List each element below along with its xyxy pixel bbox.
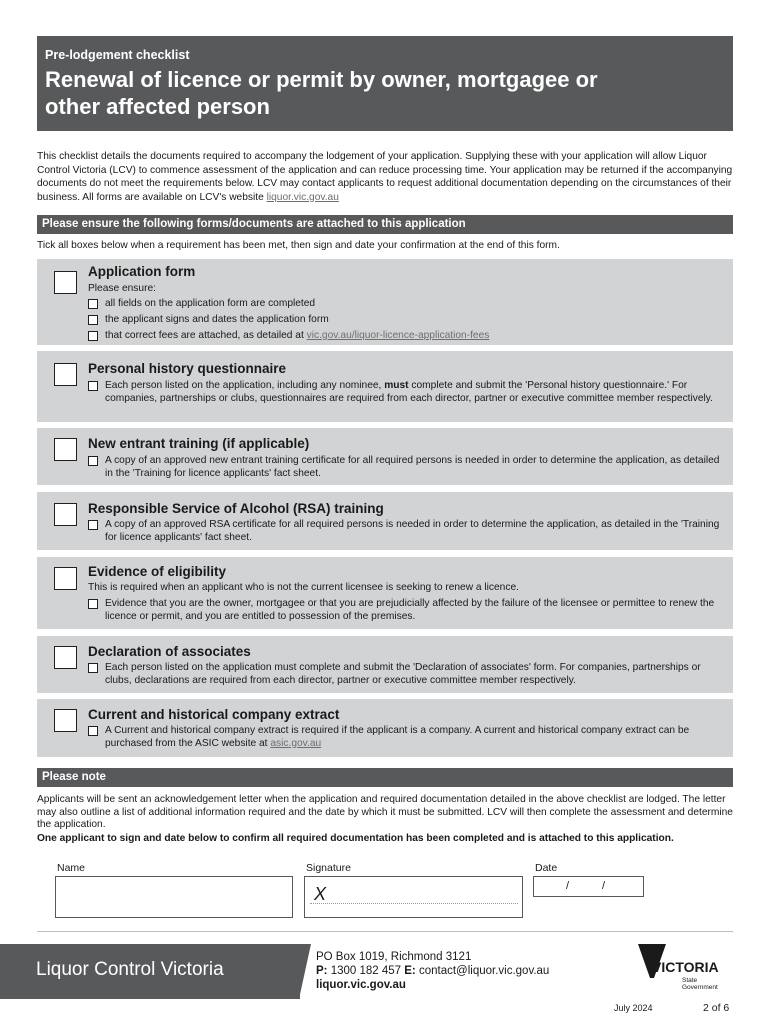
eligibility-lead: This is required when an applicant who is not the current licensee is seeking to renew a licence.: [88, 582, 519, 593]
page-title-line1: Renewal of licence or permit by owner, mortgagee or: [45, 67, 598, 92]
footer-contact: [316, 950, 549, 992]
application-form-item-1: [88, 298, 727, 311]
note-paragraph: Applicants will be sent an acknowledgement letter when the application and required documentation detailed in the above checklist are lodged. The letter may also outline a list of additional information required and the date by which it must be submitted. LCV will then complete the assessment and determine the application.: [37, 794, 733, 830]
signature-line: [310, 903, 518, 904]
item-text: A copy of an approved RSA certificate for all required persons is needed in order to determine the application, as detailed in the 'Training for licence applicants' fact sheet.: [105, 519, 720, 543]
item-text: Each person listed on the application must complete and submit the 'Declaration of associates' form. For companies, partnerships or clubs, declarations are required from each director, partner or executive committee member respectively.: [105, 662, 701, 686]
email-address[interactable]: contact@liquor.vic.gov.au: [418, 965, 550, 977]
section-application-form: [37, 259, 733, 345]
application-form-checkbox[interactable]: [54, 271, 77, 294]
application-form-title: Application form: [88, 264, 196, 279]
item-checkbox[interactable]: [88, 315, 98, 325]
date-separator-1: /: [566, 880, 570, 892]
item-text: Evidence that you are the owner, mortgagee or that you are prejudicially affected by the failure of the licensee or permittee to renew the licence or permit, and you are entitled to possession of the premises.: [105, 598, 715, 622]
eligibility-title: Evidence of eligibility: [88, 564, 227, 579]
date-field[interactable]: [533, 876, 644, 897]
asic-link[interactable]: asic.gov.au: [270, 737, 322, 749]
signature-mark: X: [314, 884, 327, 904]
rsa-title: Responsible Service of Alcohol (RSA) training: [88, 501, 384, 516]
rsa-item: [88, 519, 727, 544]
page-title-line2: other affected person: [45, 94, 270, 119]
name-label: Name: [57, 862, 86, 874]
fees-link[interactable]: vic.gov.au/liquor-licence-application-fees: [306, 330, 490, 341]
eligibility-item: [88, 598, 727, 623]
footer-date: July 2024: [614, 1003, 653, 1013]
application-form-lead: Please ensure:: [88, 283, 156, 294]
item-checkbox[interactable]: [88, 331, 98, 341]
date-label: Date: [535, 862, 558, 874]
associates-title: Declaration of associates: [88, 644, 251, 659]
header-subtitle: Pre-lodgement checklist: [45, 48, 190, 62]
company-extract-title: Current and historical company extract: [88, 707, 340, 722]
page-title: [45, 66, 725, 120]
item-checkbox[interactable]: [88, 726, 98, 736]
associates-item: [88, 662, 727, 687]
item-checkbox[interactable]: [88, 456, 98, 466]
note-heading-bar: Please note: [37, 768, 733, 787]
section-eligibility: [37, 557, 733, 629]
intro-text: This checklist details the documents required to accompany the lodgement of your application. Supplying these with your application will allow Liquor Control Victoria (LCV) to commence assessment of the application and can reduce processing time. Your application may be returned if the accompanying documents do not meet the requirements below. LCV may contact applicants to request additional documentation depending on the circumstances of their business. All forms are available on LCV's website: [37, 151, 733, 203]
item-checkbox[interactable]: [88, 299, 98, 309]
footer-phone-email: [316, 964, 549, 978]
new-entrant-item: [88, 455, 727, 480]
rsa-checkbox[interactable]: [54, 503, 77, 526]
item-checkbox[interactable]: [88, 663, 98, 673]
logo-sub-government: Government: [682, 984, 718, 991]
intro-paragraph: [37, 150, 733, 204]
company-extract-checkbox[interactable]: [54, 709, 77, 732]
new-entrant-title: New entrant training (if applicable): [88, 436, 310, 451]
personal-history-title: Personal history questionnaire: [88, 361, 287, 376]
name-field[interactable]: [55, 876, 293, 918]
header-banner: [37, 36, 733, 131]
item-checkbox[interactable]: [88, 381, 98, 391]
tick-instruction: Tick all boxes below when a requirement has been met, then sign and date your confirmation at the end of this form.: [37, 240, 560, 251]
associates-checkbox[interactable]: [54, 646, 77, 669]
victoria-government-logo: [636, 942, 740, 996]
application-form-item-2: [88, 314, 727, 327]
page-number: 2 of 6: [703, 1002, 730, 1014]
ensure-heading-bar: Please ensure the following forms/documents are attached to this application: [37, 215, 733, 234]
item-text-pre: Each person listed on the application, including any nominee,: [105, 380, 382, 391]
item-text: that correct fees are attached, as detailed at: [105, 330, 304, 341]
item-text: A Current and historical company extract is required if the applicant is a company. A current and historical company extract can be purchased from the ASIC website at: [105, 725, 690, 749]
eligibility-checkbox[interactable]: [54, 567, 77, 590]
personal-history-item: [88, 380, 727, 405]
date-separator-2: /: [602, 880, 606, 892]
section-company-extract: [37, 699, 733, 757]
section-new-entrant: [37, 428, 733, 485]
section-rsa-training: [37, 492, 733, 550]
footer-website[interactable]: liquor.vic.gov.au: [316, 979, 406, 991]
item-text-post: complete and submit the 'Personal history questionnaire.' For companies, partnerships or clubs, questionnaires are required from each director, partner or executive committee member respectively.: [105, 380, 713, 404]
signature-label: Signature: [306, 862, 351, 874]
item-checkbox[interactable]: [88, 599, 98, 609]
item-text: all fields on the application form are completed: [105, 298, 316, 309]
note-bold-instruction: One applicant to sign and date below to confirm all required documentation has been completed and is attached to this application.: [37, 833, 674, 844]
phone-number: 1300 182 457: [330, 965, 402, 977]
item-text: the applicant signs and dates the application form: [105, 314, 329, 325]
footer-banner-wedge: [299, 944, 311, 999]
footer-org-banner: [0, 944, 300, 999]
footer-address: PO Box 1019, Richmond 3121: [316, 951, 472, 963]
personal-history-checkbox[interactable]: [54, 363, 77, 386]
footer-org-name: Liquor Control Victoria: [36, 959, 224, 980]
email-label: E:: [404, 965, 416, 977]
company-extract-item: [88, 725, 727, 750]
signature-field[interactable]: [304, 876, 523, 918]
application-form-item-3: [88, 330, 727, 343]
item-checkbox[interactable]: [88, 520, 98, 530]
item-text-bold: must: [384, 380, 409, 391]
phone-label: P:: [316, 965, 328, 977]
intro-website-link[interactable]: liquor.vic.gov.au: [266, 191, 339, 203]
footer-divider: [37, 931, 733, 932]
logo-wordmark: VICTORIA: [652, 959, 719, 975]
section-personal-history: [37, 351, 733, 422]
item-text: A copy of an approved new entrant training certificate for all required persons is needed in order to determine the application, as detailed in the 'Training for licence applicants' fact sheet.: [105, 455, 720, 479]
section-associates: [37, 636, 733, 693]
logo-sub-state: State: [682, 977, 698, 984]
new-entrant-checkbox[interactable]: [54, 438, 77, 461]
